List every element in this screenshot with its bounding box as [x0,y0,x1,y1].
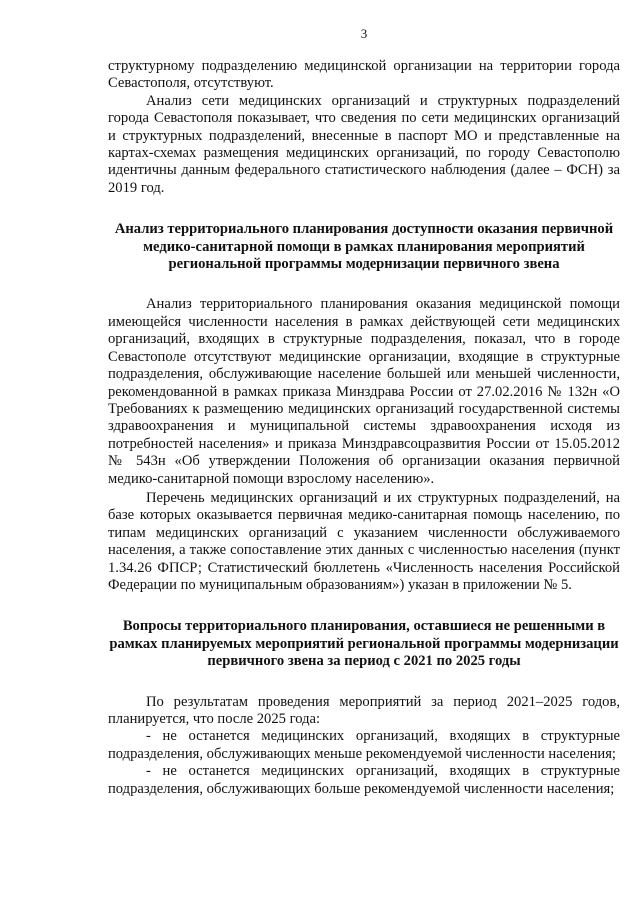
document-page [108,26,620,798]
section-heading-unresolved-issues: Вопросы территориального планирования, оставшиеся не решенными в рамках планируемых мероприятий региональной программы модернизации первичного звена за период с 2021 по 2025 годы [109,618,619,670]
list-item: - не останется медицинских организаций, входящих в структурные подразделения, обслуживающих меньше рекомендуемой численности населения; [108,728,620,762]
section-heading-territorial-planning: Анализ территориального планирования доступности оказания первичной медико-санитарной помощи в рамках планирования мероприятий региональной программы модернизации первичного звена [114,221,614,273]
page-number: 3 [360,26,368,41]
paragraph-planning-analysis: Анализ территориального планирования оказания медицинской помощи имеющейся численности населения в рамках действующей сети медицинских организаций, входящих в структурные подразделения, показал, что в городе Севастополе отсутствуют медицинские организации, входящие в структурные подразделения, обслуживающие население большей или меньшей численности, рекомендованной в рамках приказа Минздрава России от 27.02.2016 № 132н «О Требованиях к размещению медицинских организаций государственной системы здравоохранения и муниципальной системы здравоохранения исходя из потребностей населения» и приказа Минздравсоцразвития России от 15.05.2012 № 543н «Об утверждении Положения об организации оказания первичной медико-санитарной помощи взрослому населению». [108,296,620,487]
paragraph-continuation: структурному подразделению медицинской организации на территории города Севастополя, отсутствуют. [108,58,620,92]
list-item: - не останется медицинских организаций, входящих в структурные подразделения, обслуживающих больше рекомендуемой численности населения; [108,763,620,797]
paragraph-organizations-list: Перечень медицинских организаций и их структурных подразделений, на базе которых оказывается первичная медико-санитарная помощь населению, по типам медицинских организаций с указанием численности обслуживаемого населения, а также сопоставление этих данных с численностью населения (пункт 1.34.26 ФПСР; Статистический бюллетень «Численность населения Российской Федерации по муниципальным образованиям») указан в приложении № 5. [108,489,620,593]
paragraph-network-analysis: Анализ сети медицинских организаций и структурных подразделений города Севастополя показывает, что сведения по сети медицинских организаций и структурных подразделений, внесенные в паспорт МО и представленные на картах-схемах размещения медицинских организаций, по городу Севастополю идентичны данным федерального статистического наблюдения (далее – ФСН) за 2019 год. [108,92,620,196]
paragraph-results: По результатам проведения мероприятий за период 2021–2025 годов, планируется, что после 2025 года: [108,693,620,727]
